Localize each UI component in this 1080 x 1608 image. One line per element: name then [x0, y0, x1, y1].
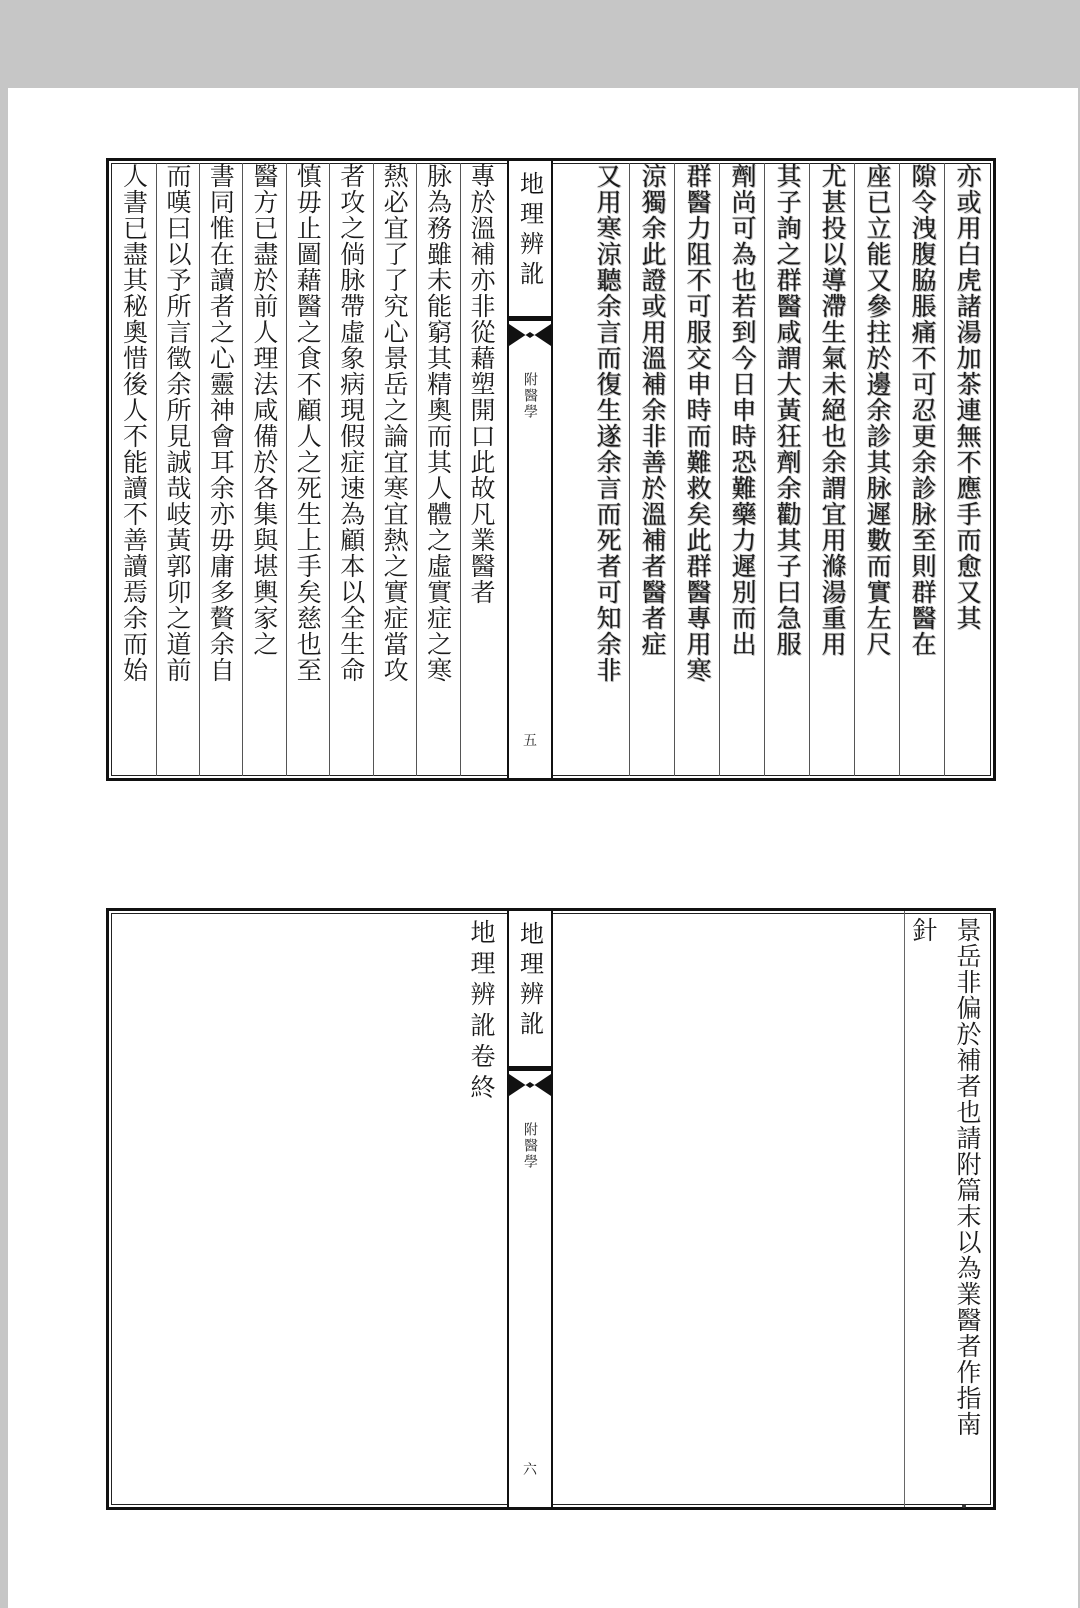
text-column: 專於溫補亦非從藉塑開口此故凡業醫者: [460, 163, 503, 776]
page-spread-six: [106, 908, 996, 1510]
page-spread-five: [106, 158, 996, 781]
right-text-block: [549, 161, 993, 778]
spine-center: [507, 161, 553, 778]
text-columns-left: [113, 163, 503, 776]
note-columns: [904, 911, 993, 1507]
page-number: 六: [523, 1462, 537, 1478]
page-number: 五: [523, 733, 537, 749]
text-column: 隙令洩腹脇脹痛不可忍更余診脉至則群醫在: [899, 163, 944, 776]
text-column: 座已立能又參拄於邊余診其脉遲數而實左尺: [854, 163, 899, 776]
text-column: 涼獨余此證或用溫補余非善於溫補者醫者症: [629, 163, 674, 776]
section-label: 附醫學: [522, 1122, 538, 1170]
text-column: 尤甚投以導滯生氣未絕也余謂宜用滌湯重用: [809, 163, 854, 776]
note-column: 針: [909, 917, 938, 943]
text-column: 群醫力阻不可服交申時而難救矣此群醫專用寒: [674, 163, 719, 776]
text-columns-right: [553, 163, 989, 776]
text-column: 慎毋止圖藉醫之食不顧人之死生上手矣慈也至: [286, 163, 329, 776]
right-text-block: [549, 911, 993, 1507]
text-column: 其子詢之群醫咸謂大黃狂劑余勸其子曰急服: [764, 163, 809, 776]
note-column: 景岳非偏於補者也請附篇末以為業醫者作指南: [953, 917, 982, 1437]
text-column: 人書已盡其秘奧惜後人不能讀不善讀焉余而始: [119, 163, 149, 683]
book-title: 地理辨訛: [515, 921, 544, 1041]
scanned-sheet: [8, 88, 1078, 1608]
left-text-block: [109, 161, 507, 778]
fishtail-mark-icon: [509, 1066, 551, 1106]
text-column: 熱必宜了了究心景岳之論宜寒宜熱之實症當攻: [373, 163, 416, 776]
book-title: 地理辨訛: [515, 171, 544, 291]
scan-speck: [962, 1504, 966, 1508]
text-column: 亦或用白虎諸湯加茶連無不應手而愈又其: [944, 163, 989, 776]
text-column: 書同惟在讀者之心靈神會耳余亦毋庸多贅余自: [199, 163, 242, 776]
text-column: 又用寒涼聽余言而復生遂余言而死者可知余非: [593, 163, 622, 683]
text-column: 脉為務雖未能窮其精奧而其人體之虛實症之寒: [416, 163, 459, 776]
volume-end-text: 地理辨訛卷終: [467, 919, 496, 1105]
left-text-block: [109, 911, 507, 1507]
text-column: 劑尚可為也若到今日申時恐難藥力遲別而出: [719, 163, 764, 776]
text-column: 醫方已盡於前人理法咸備於各集與堪輿家之: [242, 163, 285, 776]
text-column: 而嘆曰以予所言徵余所見誠哉岐黃郭卯之道前: [156, 163, 199, 776]
spine-center: [507, 911, 553, 1507]
text-column: 者攻之倘脉帶虛象病現假症速為顧本以全生命: [329, 163, 372, 776]
section-label: 附醫學: [522, 372, 538, 420]
fishtail-mark-icon: [509, 316, 551, 356]
